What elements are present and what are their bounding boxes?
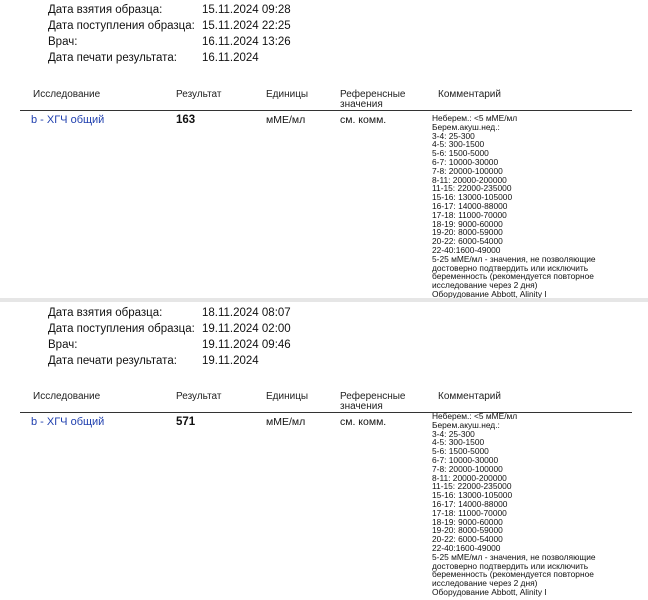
sample-received-label: Дата поступления образца:	[48, 20, 195, 32]
print-date-value: 16.11.2024	[202, 52, 259, 64]
comment-text: Неберем.: <5 мМЕ/мл Берем.акуш.нед.: 3-4: 25-300 4-5: 300-1500 5-6: 1500-5000 6-7: 10000-30000 7-8: 20000-100000 8-11: 20000-200000 11-15: 22000-235000 15-16: 13000-105000 16-17: 14000-88000 17-18: 11000-70000 18-19: 9000-60000 19-20: 8000-59000 20-22: 6000-54000 22-40:1600-49000 5-25 мМЕ/мл - значения, не позволяющие достоверно подтвердить или исключить беременность (рекомендуется повторное исследование через 2 дня) Оборудование Abbott, Alinity I	[432, 113, 596, 298]
reference-value: см. комм.	[340, 114, 387, 126]
sample-taken-label: Дата взятия образца:	[48, 307, 163, 319]
doctor-label: Врач:	[48, 339, 78, 351]
column-header-result: Результат	[176, 89, 222, 100]
doctor-label: Врач:	[48, 36, 78, 48]
column-header-result: Результат	[176, 391, 222, 402]
column-header-test: Исследование	[33, 391, 101, 402]
doctor-value: 16.11.2024 13:26	[202, 36, 291, 48]
units-value: мМЕ/мл	[266, 416, 306, 428]
column-header-test: Исследование	[33, 89, 101, 100]
result-value: 571	[176, 416, 196, 428]
result-value: 163	[176, 114, 196, 126]
print-date-label: Дата печати результата:	[48, 52, 177, 64]
report-2	[0, 302, 648, 600]
report-1	[0, 0, 648, 298]
column-header-units: Единицы	[266, 89, 309, 100]
column-header-reference-line2: значения	[340, 99, 383, 110]
sample-taken-label: Дата взятия образца:	[48, 4, 163, 16]
sample-received-value: 19.11.2024 02:00	[202, 323, 291, 335]
reference-value: см. комм.	[340, 416, 387, 428]
sample-received-value: 15.11.2024 22:25	[202, 20, 291, 32]
column-header-comment: Комментарий	[438, 391, 501, 402]
print-date-label: Дата печати результата:	[48, 355, 177, 367]
column-header-reference-line2: значения	[340, 401, 383, 412]
test-name-link[interactable]: b - ХГЧ общий	[31, 416, 105, 428]
column-header-comment: Комментарий	[438, 89, 501, 100]
units-value: мМЕ/мл	[266, 114, 306, 126]
doctor-value: 19.11.2024 09:46	[202, 339, 291, 351]
comment-text: Неберем.: <5 мМЕ/мл Берем.акуш.нед.: 3-4: 25-300 4-5: 300-1500 5-6: 1500-5000 6-7: 10000-30000 7-8: 20000-100000 8-11: 20000-200000 11-15: 22000-235000 15-16: 13000-105000 16-17: 14000-88000 17-18: 11000-70000 18-19: 9000-60000 19-20: 8000-59000 20-22: 6000-54000 22-40:1600-49000 5-25 мМЕ/мл - значения, не позволяющие достоверно подтвердить или исключить беременность (рекомендуется повторное исследование через 2 дня) Оборудование Abbott, Alinity I	[432, 411, 596, 597]
sample-taken-value: 18.11.2024 08:07	[202, 307, 291, 319]
column-header-units: Единицы	[266, 391, 309, 402]
column-header-reference: Референсные	[340, 89, 406, 100]
column-header-reference: Референсные	[340, 391, 406, 402]
header-rule	[20, 110, 632, 111]
test-name-link[interactable]: b - ХГЧ общий	[31, 114, 105, 126]
sample-received-label: Дата поступления образца:	[48, 323, 195, 335]
sample-taken-value: 15.11.2024 09:28	[202, 4, 291, 16]
print-date-value: 19.11.2024	[202, 355, 259, 367]
